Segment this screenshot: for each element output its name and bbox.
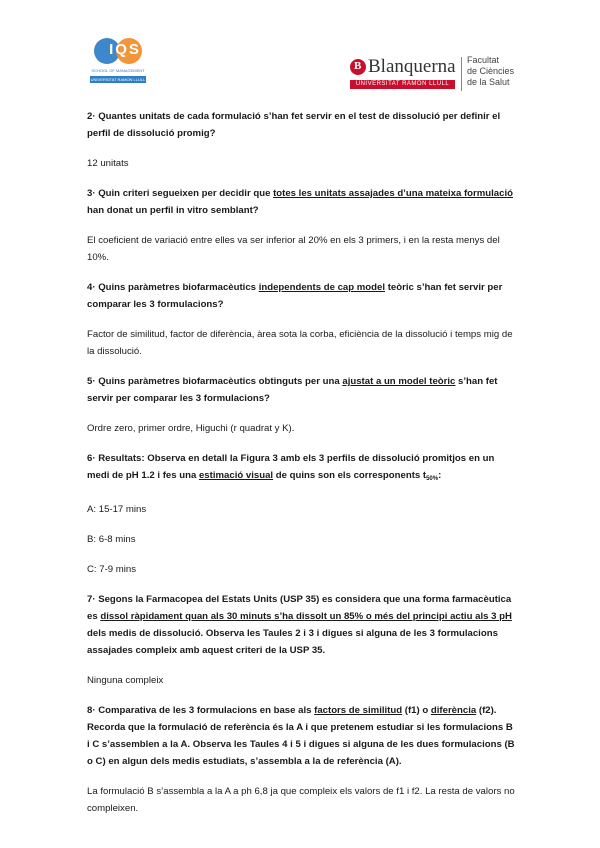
answer-5: Ordre zero, primer ordre, Higuchi (r quadrat y K). [87, 423, 295, 434]
answer-6b: B: 6-8 mins [87, 534, 136, 545]
answer-3: El coeficient de variació entre elles va ser inferior al 20% en els 3 primers, i en la resta menys del 10%. [87, 235, 500, 263]
question-3: 3· Quin criteri segueixen per decidir que totes les unitats assajades d’una mateixa formulació han donat un perfil in vitro semblant? [87, 188, 514, 216]
answer-6a: A: 15-17 mins [87, 504, 147, 515]
question-2: 2· Quantes unitats de cada formulació s’han fet servir en el test de dissolució per definir el perfil de dissolució promig? [87, 111, 501, 139]
answer-8: La formulació B s’assembla a la A a ph 6,8 ja que compleix els valors de f1 i f2. La resta de valors no compleixen. [87, 786, 515, 814]
question-5: 5· Quins paràmetres biofarmacèutics obtinguts per una ajustat a un model teòric s’han fet servir per comparar les 3 formulacions? [87, 376, 498, 404]
iqs-subtitle: SCHOOL OF MANAGEMENT [91, 68, 145, 73]
answer-6c: C: 7-9 mins [87, 564, 137, 575]
blanquerna-logo [350, 55, 530, 95]
faculty-name: Facultat de Ciències de la Salut [467, 55, 515, 87]
answer-7: Ninguna compleix [87, 675, 164, 686]
iqs-circles-icon [94, 38, 142, 64]
iqs-logo [88, 38, 148, 94]
iqs-bar-text: UNIVERSITAT RAMON LLULL [90, 77, 146, 82]
answer-4: Factor de similitud, factor de diferència, àrea sota la corba, eficiència de la dissolució i temps mig de la dissolució. [87, 329, 513, 357]
logo-divider [461, 57, 462, 91]
page-header [0, 0, 600, 100]
document-body [87, 108, 517, 817]
answer-2: 12 unitats [87, 158, 129, 169]
question-4: 4· Quins paràmetres biofarmacèutics independents de cap model teòric s’han fet servir per comparar les 3 formulacions? [87, 282, 503, 310]
question-7: 7· Segons la Farmacopea del Estats Units (USP 35) es considera que una forma farmacèutica es dissol ràpidament quan als 30 minuts s’ha dissolt un 85% o més del principi actiu als 3 pH dels medis de dissolució. Observa les Taules 2 i 3 i digues si alguna de les 3 formulacions assajades compleix amb aquest criteri de la USP 35. [87, 594, 512, 656]
blanquerna-bar-text: UNIVERSITAT RAMON LLULL [355, 81, 450, 87]
blanquerna-name: Blanquerna [368, 56, 456, 77]
question-8: 8· Comparativa de les 3 formulacions en base als factors de similitud (f1) o diferència (f2). Recorda que la formulació de referència és la A i que pretenem estudiar si les formulacions B i C s’assemblen a la A. Observa les Taules 4 i 5 i digues si alguna de les dues formulacions (B o C) en algun dels medis estudiats, s’assembla a la de referència (A). [87, 705, 515, 767]
question-6: 6· Resultats: Observa en detall la Figura 3 amb els 3 perfils de dissolució promitjos en un medi de pH 1.2 i fes una estimació visual de quins son els corresponents $t_{50\%}$: [87, 453, 495, 482]
iqs-mark: IQS [109, 41, 141, 58]
blanquerna-b-icon: B [350, 59, 366, 75]
